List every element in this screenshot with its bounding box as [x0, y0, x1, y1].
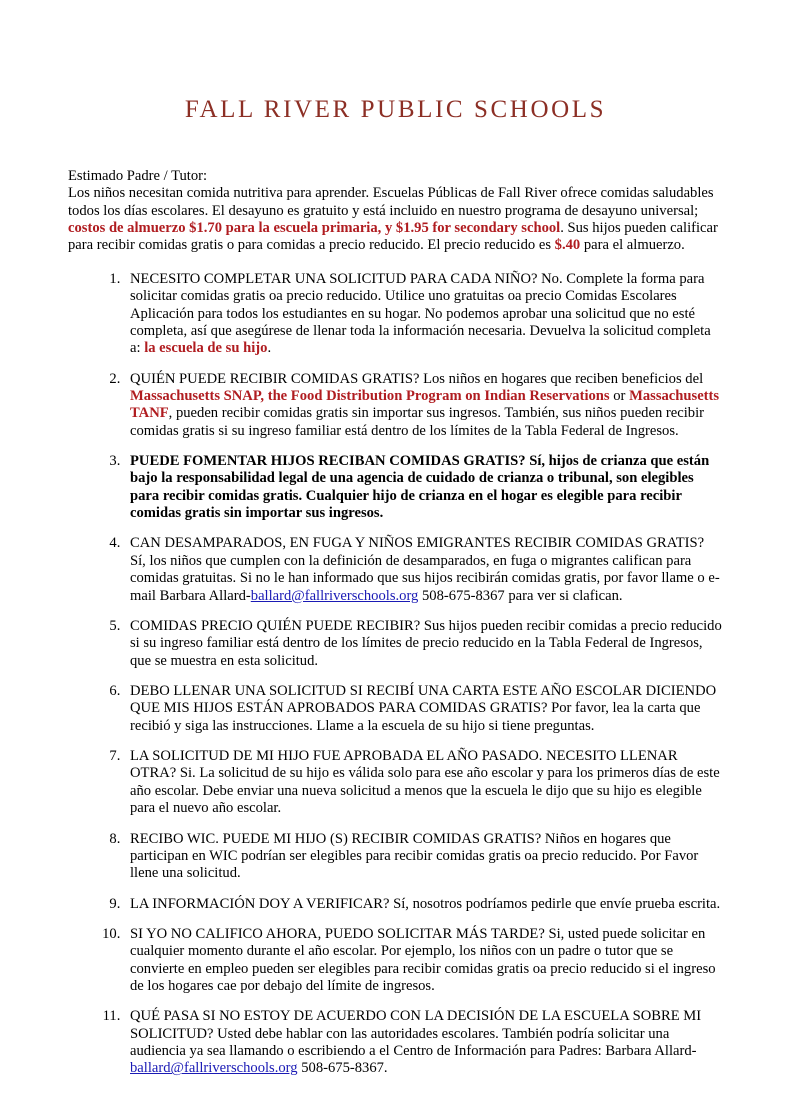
list-item [124, 1008, 723, 1077]
question-text [130, 831, 723, 883]
list-item [124, 618, 723, 670]
question-text [130, 453, 723, 522]
list-item [124, 926, 723, 995]
emphasis-text: Massachusetts SNAP, the Food Distribution Program on Indian Reservations [130, 387, 610, 404]
intro-part2: . Sus hijos pueden calificar para recibir comidas gratis o para comidas a precio reducido. El precio reducido es [68, 220, 718, 254]
body-text: RECIBO WIC. PUEDE MI HIJO (S) RECIBIR COMIDAS GRATIS? Niños en hogares que participan en WIC podrían ser elegibles para recibir comidas gratis oa precio reducido. Por Favor llene una solicitud. [130, 830, 699, 882]
question-text [130, 618, 723, 670]
emphasis-text: Massachusetts TANF [130, 387, 720, 422]
body-text: QUIÉN PUEDE RECIBIR COMIDAS GRATIS? Los niños en hogares que reciben beneficios del [130, 370, 704, 387]
body-text: CAN DESAMPARADOS, EN FUGA Y NIÑOS EMIGRANTES RECIBIR COMIDAS GRATIS? Sí, los niños que cumplen con la definición de desamparados, en fuga o migrantes califican para comidas gratuitas. Si no le han informado que sus hijos recibirán comidas gratis, por favor llame o e-mail Barbara Allard- [130, 535, 720, 604]
list-item [124, 271, 723, 358]
body-text: 508-675-8367. [297, 1060, 388, 1077]
list-item [124, 831, 723, 883]
list-item [124, 896, 723, 913]
body-text: LA SOLICITUD DE MI HIJO FUE APROBADA EL AÑO PASADO. NECESITO LLENAR OTRA? Si. La solicitud de su hijo es válida solo para ese año escolar y para los primeros días de este año escolar. Debe enviar una nueva solicitud a menos que la escuela le dijo que su hijo es elegible para el nuevo año escolar. [130, 748, 720, 817]
body-text: . [267, 340, 272, 357]
question-text [130, 748, 723, 817]
email-link[interactable]: ballard@fallriverschools.org [130, 1060, 298, 1077]
body-text: 508-675-8367 para ver si clafican. [418, 587, 623, 604]
emphasis-text: PUEDE FOMENTAR HIJOS RECIBAN COMIDAS GRATIS? Sí, hijos de crianza que están bajo la responsabilidad legal de una agencia de cuidado de crianza o tribunal, son elegibles para recibir comidas gratis. Cualquier hijo de crianza en el hogar es elegible para recibir comidas gratis sin importar sus ingresos. [130, 453, 710, 522]
body-text: , pueden recibir comidas gratis sin importar sus ingresos. También, sus niños pueden recibir comidas gratis si su ingreso familiar está dentro de los límites de la Tabla Federal de Ingresos. [130, 405, 704, 439]
faq-list [68, 271, 723, 1078]
list-item [124, 453, 723, 522]
list-item [124, 748, 723, 817]
question-text [130, 271, 723, 358]
question-text [130, 535, 723, 604]
list-item [124, 535, 723, 604]
question-text [130, 1008, 723, 1077]
body-text: SI YO NO CALIFICO AHORA, PUEDO SOLICITAR MÁS TARDE? Si, usted puede solicitar en cualquier momento durante el año escolar. Por ejemplo, los niños con un padre o tutor que se convierte en empleo pueden ser elegibles para recibir comidas gratis oa precio reducido si el ingreso de los hogares cae por debajo del límite de ingresos. [130, 925, 716, 995]
body-text: NECESITO COMPLETAR UNA SOLICITUD PARA CADA NIÑO? No. Complete la forma para solicitar comidas gratis oa precio reducido. Utilice uno gratuitas oa precio Comidas Escolares Aplicación para todos los estudiantes en su hogar. No podemos aprobar una solicitud que no esté completa, así que asegúrese de llenar toda la información necesaria. Devuelva la solicitud completa a: [130, 270, 711, 357]
intro-part1: Los niños necesitan comida nutritiva para aprender. Escuelas Públicas de Fall River ofrece comidas saludables todos los días escolares. El desayuno es gratuito y está incluido en nuestro programa de desayuno universal; [68, 185, 714, 219]
body-text: or [609, 387, 630, 404]
intro-paragraph [68, 185, 723, 254]
intro-highlight-reduced-price: $.40 [554, 237, 581, 254]
body-text: LA INFORMACIÓN DOY A VERIFICAR? Sí, nosotros podríamos pedirle que envíe prueba escrita. [130, 895, 721, 912]
salutation-text: Estimado Padre / Tutor: [68, 168, 208, 184]
emphasis-text: la escuela de su hijo [144, 340, 268, 357]
body-text: QUÉ PASA SI NO ESTOY DE ACUERDO CON LA DECISIÓN DE LA ESCUELA SOBRE MI SOLICITUD? Usted debe hablar con las autoridades escolares. También podría solicitar una audiencia ya sea llamando o escribiendo a el Centro de Información para Padres: Barbara Allard- [130, 1008, 702, 1060]
question-text [130, 371, 723, 440]
body-text: COMIDAS PRECIO QUIÉN PUEDE RECIBIR? Sus hijos pueden recibir comidas a precio reducido si su ingreso familiar está dentro de los límites de precio reducido en la Tabla Federal de Ingresos, que se muestra en esta solicitud. [130, 617, 722, 669]
page-title: FALL RIVER PUBLIC SCHOOLS [184, 96, 607, 123]
intro-part3: para el almuerzo. [580, 237, 685, 254]
email-link[interactable]: ballard@fallriverschools.org [250, 587, 419, 604]
question-text [130, 896, 723, 913]
list-item [124, 683, 723, 735]
intro-highlight-lunch-cost: costos de almuerzo $1.70 para la escuela primaria, y $1.95 for secondary school [68, 220, 561, 237]
question-text [130, 683, 723, 735]
question-text [130, 926, 723, 995]
list-item [124, 371, 723, 440]
body-text: DEBO LLENAR UNA SOLICITUD SI RECIBÍ UNA CARTA ESTE AÑO ESCOLAR DICIENDO QUE MIS HIJOS ESTÁN APROBADOS PARA COMIDAS GRATIS? Por favor, lea la carta que recibió y siga las instrucciones. Llame a la escuela de su hijo si tiene preguntas. [130, 682, 717, 734]
